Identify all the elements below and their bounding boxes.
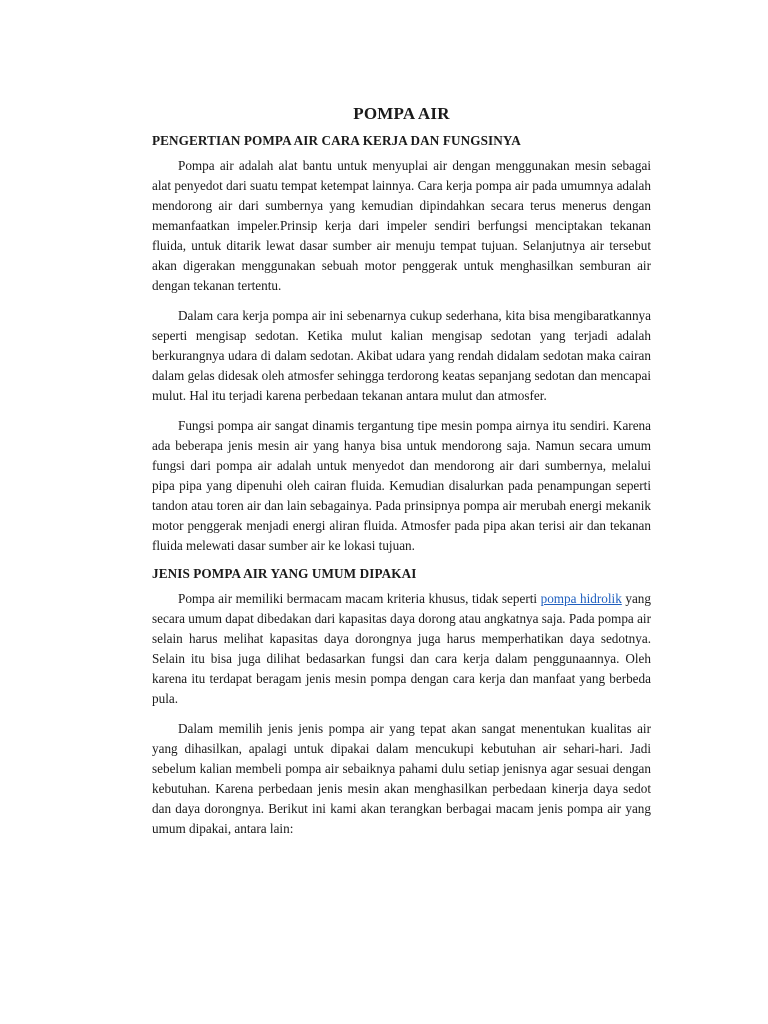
paragraph-text: Fungsi pompa air sangat dinamis tergantung tipe mesin pompa airnya itu sendiri. Karena ada beberapa jenis mesin air yang hanya bisa untuk mendorong saja. Namun secara umum fungsi dari pompa air adalah untuk menyedot dan mendorong air dari sumbernya, melalui pipa pipa yang dipenuhi oleh cairan fluida. Kemudian disalurkan pada penampungan seperti tandon atau toren air dan lain sebagainya. Pada prinsipnya pompa air merubah energi mekanik motor penggerak menjadi energi aliran fluida. Atmosfer pada pipa akan terisi air dan tekanan fluida melewati dasar sumber air ke lokasi tujuan. (152, 418, 651, 553)
paragraph-working-principle (152, 306, 651, 406)
paragraph-selection (152, 719, 651, 839)
paragraph-definition (152, 156, 651, 296)
paragraph-text: Pompa air adalah alat bantu untuk menyuplai air dengan menggunakan mesin sebagai alat penyedot dari suatu tempat ketempat lainnya. Cara kerja pompa air pada umumnya adalah mendorong air dari sumbernya yang kemudian dipindahkan secara terus menerus dengan memanfaatkan impeler.Prinsip kerja dari impeler sendiri berfungsi menciptakan tekanan fluida, untuk ditarik lewat dasar sumber air menuju tempat tujuan. Selanjutnya air tersebut akan digerakan menggunakan sebuah motor penggerak untuk menghasilkan semburan air dengan tekanan tertentu. (152, 158, 651, 293)
paragraph-text-before-link: Pompa air memiliki bermacam macam kriteria khusus, tidak seperti (178, 591, 541, 606)
section-heading-jenis: JENIS POMPA AIR YANG UMUM DIPAKAI (152, 566, 417, 581)
pompa-hidrolik-link[interactable]: pompa hidrolik (540, 591, 622, 606)
paragraph-text: Dalam memilih jenis jenis pompa air yang tepat akan sangat menentukan kualitas air yang dihasilkan, apalagi untuk dipakai dalam mencukupi kebutuhan air sehari-hari. Jadi sebelum kalian membeli pompa air sebaiknya pahami dulu setiap jenisnya agar sesuai dengan kebutuhan. Karena perbedaan jenis mesin akan menghasilkan perbedaan kinerja daya sedot dan daya dorongnya. Berikut ini kami akan terangkan berbagai macam jenis pompa air yang umum dipakai, antara lain: (152, 721, 651, 836)
paragraph-text-after-link: yang secara umum dapat dibedakan dari kapasitas daya dorong atau angkatnya saja. Pada pompa air selain harus melihat kapasitas daya dorongnya juga harus memperhatikan daya sedotnya. Selain itu bisa juga dilihat bedasarkan fungsi dan cara kerja dalam penggunaannya. Oleh karena itu terdapat beragam jenis mesin pompa dengan cara kerja dan manfaat yang berbeda pula. (152, 591, 651, 706)
section-heading-pengertian: PENGERTIAN POMPA AIR CARA KERJA DAN FUNGSINYA (152, 133, 521, 148)
document-title: POMPA AIR (353, 104, 450, 123)
paragraph-function (152, 416, 651, 556)
paragraph-criteria (152, 589, 651, 709)
document-page (152, 104, 651, 849)
paragraph-text: Dalam cara kerja pompa air ini sebenarnya cukup sederhana, kita bisa mengibaratkannya seperti mengisap sedotan. Ketika mulut kalian mengisap sedotan yang terjadi adalah berkurangnya udara di dalam sedotan. Akibat udara yang rendah didalam sedotan maka cairan dalam gelas didesak oleh atmosfer sehingga terdorong keatas sepanjang sedotan dan mencapai mulut. Hal itu terjadi karena perbedaan tekanan antara mulut dan atmosfer. (152, 308, 651, 403)
